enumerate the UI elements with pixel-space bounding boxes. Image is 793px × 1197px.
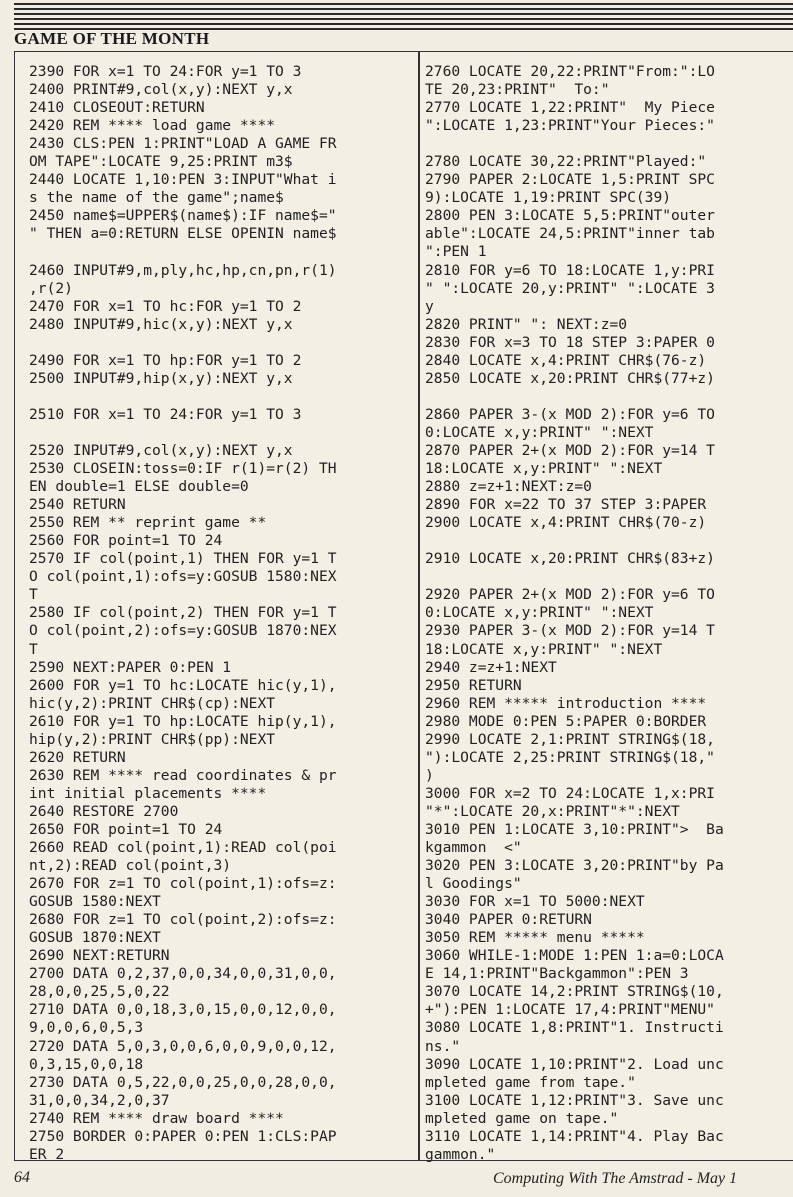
code-line: 3000 FOR x=2 TO 24:LOCATE 1,x:PRI bbox=[425, 784, 715, 802]
code-line: E 14,1:PRINT"Backgammon":PEN 3 bbox=[425, 965, 689, 983]
code-line: T bbox=[29, 640, 38, 658]
code-line: 2430 CLS:PEN 1:PRINT"LOAD A GAME FR bbox=[29, 135, 337, 153]
code-line bbox=[29, 388, 337, 406]
code-line: 2490 FOR x=1 TO hp:FOR y=1 TO 2 bbox=[29, 351, 302, 369]
code-line: EN double=1 ELSE double=0 bbox=[29, 478, 249, 496]
code-line: 2760 LOCATE 20,22:PRINT"From:":LO bbox=[425, 63, 715, 80]
code-line: 2690 NEXT:RETURN bbox=[29, 947, 170, 965]
section-title: GAME OF THE MONTH bbox=[14, 29, 210, 48]
code-line: 18:LOCATE x,y:PRINT" ":NEXT bbox=[425, 460, 663, 478]
code-line: "*":LOCATE 20,x:PRINT"*":NEXT bbox=[425, 802, 680, 820]
code-line: 2710 DATA 0,0,18,3,0,15,0,0,12,0,0, bbox=[29, 1001, 337, 1019]
code-line: 3020 PEN 3:LOCATE 3,20:PRINT"by Pa bbox=[425, 857, 724, 875]
code-line: GOSUB 1580:NEXT bbox=[29, 893, 161, 911]
code-line: 2770 LOCATE 1,22:PRINT" My Piece bbox=[425, 99, 715, 117]
code-line: 2520 INPUT#9,col(x,y):NEXT y,x bbox=[29, 441, 293, 459]
code-line: 2810 FOR y=6 TO 18:LOCATE 1,y:PRI bbox=[425, 261, 715, 279]
code-line: gammon." bbox=[425, 1145, 496, 1163]
code-line: 2540 RETURN bbox=[29, 496, 126, 514]
listing-left-column bbox=[29, 63, 337, 1164]
code-line: 2420 REM **** load game **** bbox=[29, 117, 276, 135]
code-line: 2680 FOR z=1 TO col(point,2):ofs=z: bbox=[29, 911, 337, 929]
code-line: 2640 RESTORE 2700 bbox=[29, 802, 179, 820]
page-number: 64 bbox=[14, 1169, 30, 1186]
code-line: 2920 PAPER 2+(x MOD 2):FOR y=6 TO bbox=[425, 586, 715, 604]
code-line: 2510 FOR x=1 TO 24:FOR y=1 TO 3 bbox=[29, 405, 302, 423]
code-line: 2950 RETURN bbox=[425, 676, 522, 694]
code-line: 2930 PAPER 3-(x MOD 2):FOR y=14 T bbox=[425, 622, 715, 640]
code-line: ) bbox=[425, 766, 434, 784]
code-line: 2780 LOCATE 30,22:PRINT"Played:" bbox=[425, 153, 707, 171]
code-line: OM TAPE":LOCATE 9,25:PRINT m3$ bbox=[29, 153, 293, 171]
code-line: 2840 LOCATE x,4:PRINT CHR$(76-z) bbox=[425, 351, 707, 369]
code-line: l Goodings" bbox=[425, 875, 522, 893]
code-line: able":LOCATE 24,5:PRINT"inner tab bbox=[425, 225, 715, 243]
column-divider bbox=[418, 51, 420, 1161]
code-line: 2400 PRINT#9,col(x,y):NEXT y,x bbox=[29, 81, 293, 99]
code-line: ER 2 bbox=[29, 1145, 65, 1163]
code-line: 2480 INPUT#9,hic(x,y):NEXT y,x bbox=[29, 315, 293, 333]
code-line: 3030 FOR x=1 TO 5000:NEXT bbox=[425, 893, 645, 911]
code-line: 2560 FOR point=1 TO 24 bbox=[29, 532, 223, 550]
code-line: 3010 PEN 1:LOCATE 3,10:PRINT"> Ba bbox=[425, 820, 724, 838]
code-line: y bbox=[425, 297, 434, 315]
code-line: 0:LOCATE x,y:PRINT" ":NEXT bbox=[425, 604, 654, 622]
code-line: 0,3,15,0,0,18 bbox=[29, 1055, 144, 1073]
code-line: 2650 FOR point=1 TO 24 bbox=[29, 820, 223, 838]
code-line: ns." bbox=[425, 1037, 461, 1055]
code-line: 2530 CLOSEIN:toss=0:IF r(1)=r(2) TH bbox=[29, 460, 337, 478]
code-line: s the name of the game";name$ bbox=[29, 189, 284, 207]
code-line: 2940 z=z+1:NEXT bbox=[425, 658, 557, 676]
code-line: 2910 LOCATE x,20:PRINT CHR$(83+z) bbox=[425, 550, 715, 568]
code-line: hip(y,2):PRINT CHR$(pp):NEXT bbox=[29, 730, 276, 748]
code-line: 2980 MODE 0:PEN 5:PAPER 0:BORDER bbox=[425, 712, 707, 730]
code-line: 2880 z=z+1:NEXT:z=0 bbox=[425, 478, 592, 496]
code-line: 9,0,0,6,0,5,3 bbox=[29, 1019, 144, 1037]
code-line bbox=[425, 388, 793, 406]
code-line: 2820 PRINT" ": NEXT:z=0 bbox=[425, 315, 628, 333]
code-line: 2460 INPUT#9,m,ply,hc,hp,cn,pn,r(1) bbox=[29, 261, 337, 279]
code-line: 2580 IF col(point,2) THEN FOR y=1 T bbox=[29, 604, 337, 622]
code-line: 28,0,0,25,5,0,22 bbox=[29, 983, 170, 1001]
code-line: 3110 LOCATE 1,14:PRINT"4. Play Bac bbox=[425, 1127, 724, 1145]
code-line: 3040 PAPER 0:RETURN bbox=[425, 911, 592, 929]
code-line: 2850 LOCATE x,20:PRINT CHR$(77+z) bbox=[425, 369, 715, 387]
code-line: 2720 DATA 5,0,3,0,0,6,0,0,9,0,0,12, bbox=[29, 1037, 337, 1055]
code-line: 3050 REM ***** menu ***** bbox=[425, 929, 645, 947]
code-line: 2960 REM ***** introduction **** bbox=[425, 694, 707, 712]
code-line: 3090 LOCATE 1,10:PRINT"2. Load unc bbox=[425, 1055, 724, 1073]
listing-right-column bbox=[425, 63, 793, 1164]
code-line: " ":LOCATE 20,y:PRINT" ":LOCATE 3 bbox=[425, 279, 715, 297]
code-line: 3080 LOCATE 1,8:PRINT"1. Instructi bbox=[425, 1019, 724, 1037]
code-line: 9):LOCATE 1,19:PRINT SPC(39) bbox=[425, 189, 672, 207]
code-line: 18:LOCATE x,y:PRINT" ":NEXT bbox=[425, 640, 663, 658]
code-line: GOSUB 1870:NEXT bbox=[29, 929, 161, 947]
code-line: 2730 DATA 0,5,22,0,0,25,0,0,28,0,0, bbox=[29, 1073, 337, 1091]
code-line: ":PEN 1 bbox=[425, 243, 487, 261]
code-line: ,r(2) bbox=[29, 279, 73, 297]
running-foot: Computing With The Amstrad - May 1 bbox=[493, 1170, 738, 1187]
code-line bbox=[425, 568, 793, 586]
code-line: 0:LOCATE x,y:PRINT" ":NEXT bbox=[425, 423, 654, 441]
code-line: 3060 WHILE-1:MODE 1:PEN 1:a=0:LOCA bbox=[425, 947, 724, 965]
code-line bbox=[29, 334, 337, 352]
code-line: 2590 NEXT:PAPER 0:PEN 1 bbox=[29, 658, 232, 676]
code-line: 2570 IF col(point,1) THEN FOR y=1 T bbox=[29, 550, 337, 568]
code-line: 2470 FOR x=1 TO hc:FOR y=1 TO 2 bbox=[29, 297, 302, 315]
code-line: 2600 FOR y=1 TO hc:LOCATE hic(y,1), bbox=[29, 676, 337, 694]
code-line: 2900 LOCATE x,4:PRINT CHR$(70-z) bbox=[425, 514, 707, 532]
code-line: 2870 PAPER 2+(x MOD 2):FOR y=14 T bbox=[425, 441, 715, 459]
code-line: 2750 BORDER 0:PAPER 0:PEN 1:CLS:PAP bbox=[29, 1127, 337, 1145]
code-line: 2410 CLOSEOUT:RETURN bbox=[29, 99, 205, 117]
code-line: +"):PEN 1:LOCATE 17,4:PRINT"MENU" bbox=[425, 1001, 715, 1019]
header-rules bbox=[14, 3, 793, 31]
code-line: 2630 REM **** read coordinates & pr bbox=[29, 766, 337, 784]
code-line: O col(point,2):ofs=y:GOSUB 1870:NEX bbox=[29, 622, 337, 640]
code-line: "):LOCATE 2,25:PRINT STRING$(18," bbox=[425, 748, 715, 766]
code-line: 31,0,0,34,2,0,37 bbox=[29, 1091, 170, 1109]
code-line: 2700 DATA 0,2,37,0,0,34,0,0,31,0,0, bbox=[29, 965, 337, 983]
code-line: 2670 FOR z=1 TO col(point,1):ofs=z: bbox=[29, 875, 337, 893]
code-line: 2800 PEN 3:LOCATE 5,5:PRINT"outer bbox=[425, 207, 715, 225]
code-line: 2990 LOCATE 2,1:PRINT STRING$(18, bbox=[425, 730, 715, 748]
code-line: 2610 FOR y=1 TO hp:LOCATE hip(y,1), bbox=[29, 712, 337, 730]
code-line: 2450 name$=UPPER$(name$):IF name$=" bbox=[29, 207, 337, 225]
code-line: 2740 REM **** draw board **** bbox=[29, 1109, 284, 1127]
code-line: 2860 PAPER 3-(x MOD 2):FOR y=6 TO bbox=[425, 405, 715, 423]
code-line bbox=[29, 424, 337, 442]
code-line: int initial placements **** bbox=[29, 784, 267, 802]
code-line: nt,2):READ col(point,3) bbox=[29, 857, 232, 875]
code-line: 2660 READ col(point,1):READ col(poi bbox=[29, 839, 337, 857]
code-line: 3070 LOCATE 14,2:PRINT STRING$(10, bbox=[425, 983, 724, 1001]
code-line: mpleted game from tape." bbox=[425, 1073, 636, 1091]
code-line: O col(point,1):ofs=y:GOSUB 1580:NEX bbox=[29, 568, 337, 586]
code-line: " THEN a=0:RETURN ELSE OPENIN name$ bbox=[29, 225, 337, 243]
code-line: ":LOCATE 1,23:PRINT"Your Pieces:" bbox=[425, 117, 715, 135]
code-line: 2620 RETURN bbox=[29, 748, 126, 766]
code-line bbox=[29, 243, 337, 261]
code-line bbox=[425, 532, 793, 550]
code-line: 2830 FOR x=3 TO 18 STEP 3:PAPER 0 bbox=[425, 333, 715, 351]
code-line: TE 20,23:PRINT" To:" bbox=[425, 81, 610, 99]
code-line: 2390 FOR x=1 TO 24:FOR y=1 TO 3 bbox=[29, 63, 302, 80]
code-line: 2440 LOCATE 1,10:PEN 3:INPUT"What i bbox=[29, 171, 337, 189]
code-line: 2550 REM ** reprint game ** bbox=[29, 514, 267, 532]
code-line: hic(y,2):PRINT CHR$(cp):NEXT bbox=[29, 694, 276, 712]
code-line: 2890 FOR x=22 TO 37 STEP 3:PAPER bbox=[425, 496, 707, 514]
code-line: kgammon <" bbox=[425, 839, 522, 857]
code-line: T bbox=[29, 586, 38, 604]
code-line: mpleted game on tape." bbox=[425, 1109, 619, 1127]
code-line bbox=[425, 135, 793, 153]
code-line: 2500 INPUT#9,hip(x,y):NEXT y,x bbox=[29, 369, 293, 387]
code-line: 2790 PAPER 2:LOCATE 1,5:PRINT SPC bbox=[425, 171, 715, 189]
code-line: 3100 LOCATE 1,12:PRINT"3. Save unc bbox=[425, 1091, 724, 1109]
